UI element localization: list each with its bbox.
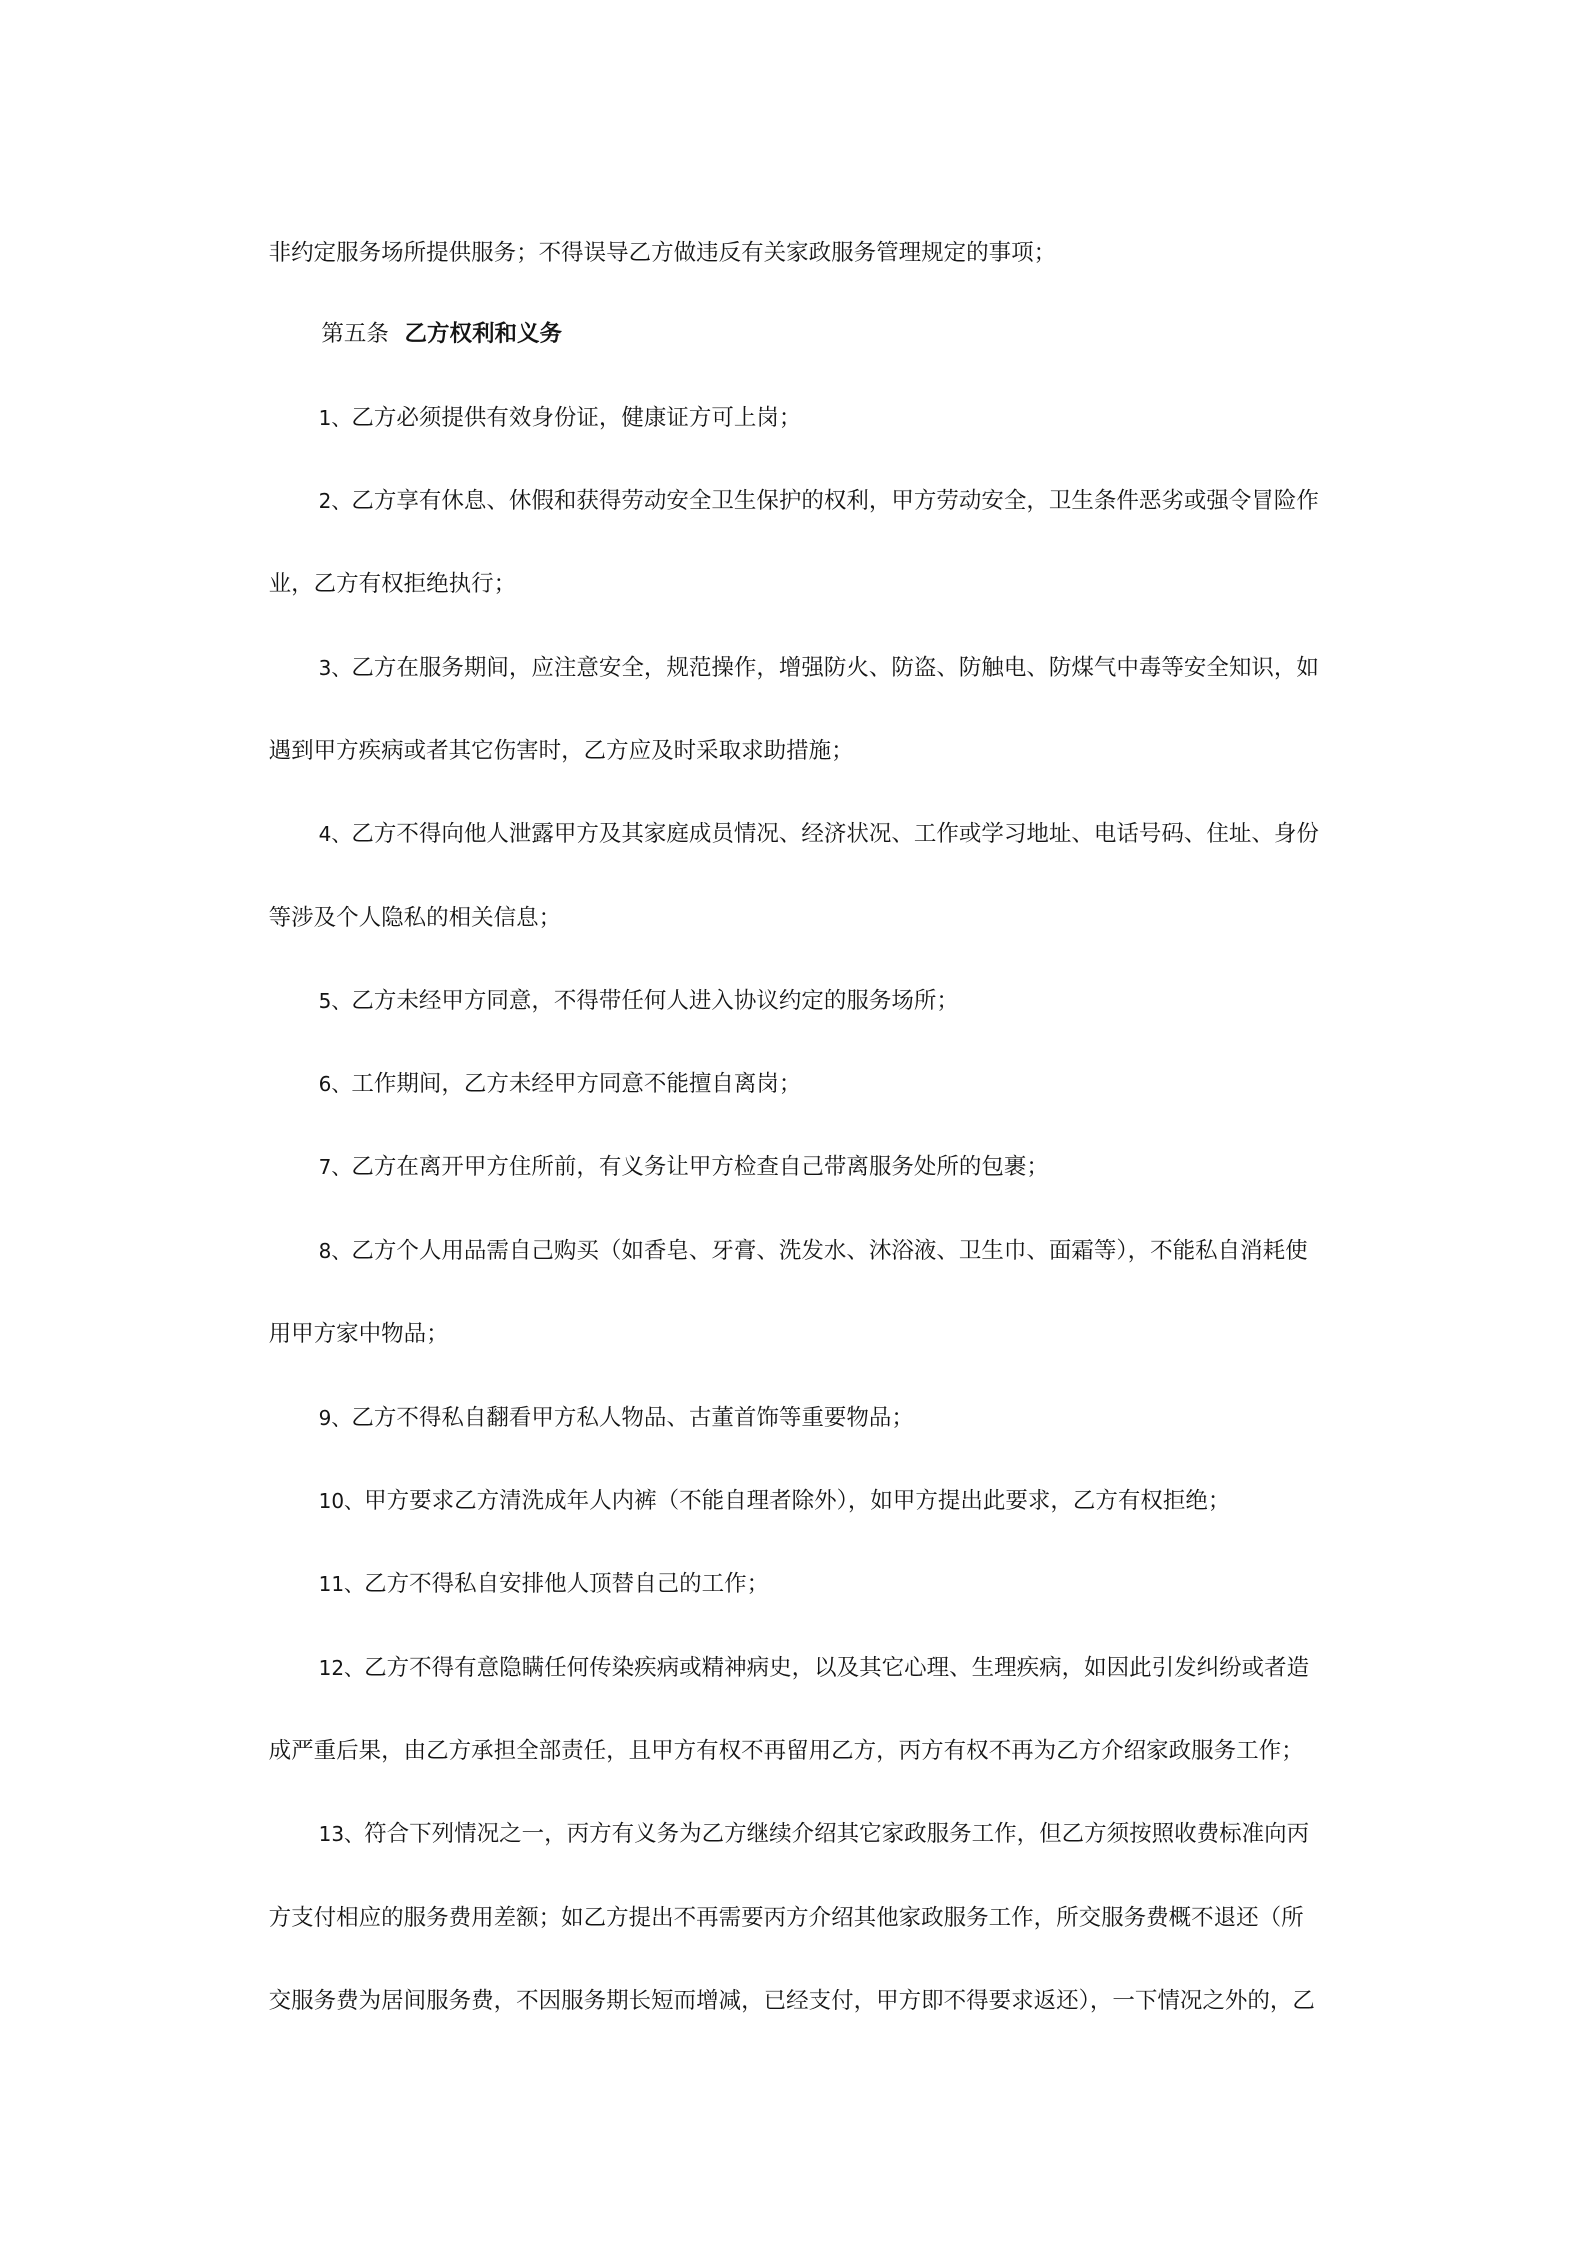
item-number: 13、 — [318, 1821, 365, 1846]
item-text: 乙方不得有意隐瞒任何传染疾病或精神病史，以及其它心理、生理疾病，如因此引发纠纷或者造 — [364, 1654, 1310, 1681]
item-text: 用甲方家中物品； — [268, 1320, 449, 1347]
item-text: 乙方不得向他人泄露甲方及其家庭成员情况、经济状况、工作或学习地址、电话号码、住址、身份 — [351, 820, 1319, 847]
list-item — [290, 1050, 801, 1118]
list-item-continuation — [240, 1717, 1304, 1785]
item-text: 等涉及个人隐私的相关信息； — [268, 904, 562, 931]
item-number: 12、 — [318, 1655, 365, 1680]
item-number: 5、 — [318, 988, 352, 1013]
list-item — [290, 1634, 1309, 1702]
item-number: 3、 — [318, 655, 352, 680]
section-heading — [290, 300, 562, 368]
section-title: 乙方权利和义务 — [404, 320, 563, 347]
list-item-continuation — [240, 1884, 1304, 1952]
list-item — [290, 1384, 914, 1452]
item-number: 11、 — [318, 1571, 365, 1596]
intro-text: 非约定服务场所提供服务；不得误导乙方做违反有关家政服务管理规定的事项； — [268, 239, 1057, 266]
item-text: 遇到甲方疾病或者其它伤害时，乙方应及时采取求助措施； — [268, 737, 854, 764]
item-number: 10、 — [318, 1488, 365, 1513]
list-item-continuation — [240, 884, 561, 952]
item-text: 乙方在服务期间，应注意安全，规范操作，增强防火、防盗、防触电、防煤气中毒等安全知识，如 — [351, 654, 1319, 681]
section-label: 第五条 — [321, 320, 389, 347]
list-item — [290, 1133, 1049, 1201]
item-text: 甲方要求乙方清洗成年人内裤（不能自理者除外），如甲方提出此要求，乙方有权拒绝； — [364, 1487, 1231, 1514]
list-item — [290, 467, 1319, 535]
intro-line — [240, 219, 1056, 287]
item-text: 工作期间，乙方未经甲方同意不能擅自离岗； — [351, 1070, 802, 1097]
item-text: 乙方不得私自安排他人顶替自己的工作； — [364, 1570, 770, 1597]
item-text: 乙方未经甲方同意，不得带任何人进入协议约定的服务场所； — [351, 987, 959, 1014]
list-item — [290, 800, 1319, 868]
item-number: 8、 — [318, 1238, 352, 1263]
item-number: 7、 — [318, 1154, 352, 1179]
item-text: 符合下列情况之一，丙方有义务为乙方继续介绍其它家政服务工作，但乙方须按照收费标准向丙 — [364, 1820, 1310, 1847]
list-item — [290, 1550, 769, 1618]
item-number: 6、 — [318, 1071, 352, 1096]
list-item-continuation — [240, 550, 516, 618]
item-text: 乙方必须提供有效身份证，健康证方可上岗； — [351, 404, 802, 431]
item-number: 1、 — [318, 405, 352, 430]
item-text: 业，乙方有权拒绝执行； — [268, 570, 517, 597]
item-text: 交服务费为居间服务费，不因服务期长短而增减，已经支付，甲方即不得要求返还），一下情况之外的，乙 — [268, 1987, 1315, 2014]
item-text: 成严重后果，由乙方承担全部责任，且甲方有权不再留用乙方，丙方有权不再为乙方介绍家政服务工作； — [268, 1737, 1304, 1764]
item-text: 乙方个人用品需自己购买（如香皂、牙膏、洗发水、沐浴液、卫生巾、面霜等），不能私自消耗使 — [351, 1237, 1308, 1264]
list-item-continuation — [240, 717, 854, 785]
list-item-continuation — [240, 1300, 449, 1368]
list-item — [290, 967, 959, 1035]
item-number: 4、 — [318, 821, 352, 846]
item-text: 乙方享有休息、休假和获得劳动安全卫生保护的权利，甲方劳动安全，卫生条件恶劣或强令冒险作 — [351, 487, 1319, 514]
list-item — [290, 634, 1319, 702]
list-item — [290, 1217, 1308, 1285]
list-item — [290, 384, 801, 452]
list-item — [290, 1800, 1309, 1868]
item-text: 方支付相应的服务费用差额；如乙方提出不再需要丙方介绍其他家政服务工作，所交服务费概不退还（所 — [268, 1904, 1304, 1931]
item-text: 乙方不得私自翻看甲方私人物品、古董首饰等重要物品； — [351, 1404, 914, 1431]
item-text: 乙方在离开甲方住所前，有义务让甲方检查自己带离服务处所的包裹； — [351, 1153, 1049, 1180]
item-number: 9、 — [318, 1405, 352, 1430]
list-item-continuation — [240, 1967, 1315, 2035]
list-item — [290, 1467, 1230, 1535]
item-number: 2、 — [318, 488, 352, 513]
